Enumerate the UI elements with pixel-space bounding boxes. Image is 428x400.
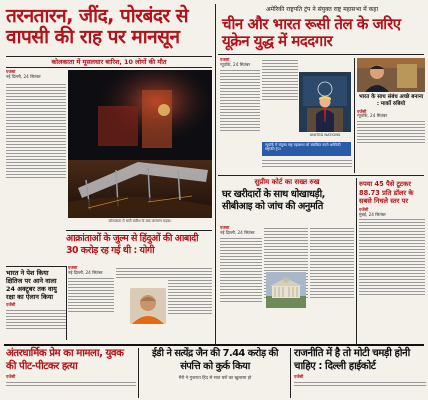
article-text [359,217,425,296]
sc-text-col3 [310,226,354,344]
article-text [6,82,66,179]
yogi-headline: आक्रांताओं के जुल्म से हिंदुओं की आबादी 30 करोड़ रह गई थी : योगी [66,233,199,256]
monsoon-photo-image [68,70,212,218]
byline: एजेंसी [6,374,16,379]
byline: एजेंसी [6,70,16,74]
rubio-photo [357,58,425,92]
byline: एजेंसी [68,266,78,270]
yogi-headline-box [66,230,212,264]
byline: एजेंसी [357,108,367,114]
sc-headline: घर खरीदारों के साथ धोखाधड़ी, सीबीआइ को जांच की अनुमति [222,189,325,212]
monsoon-photo-caption: कोलकाता में भारी बारिश के बाद जलमग्न सड़क। [108,219,172,223]
bottom-left-headline: अंतरधार्मिक प्रेम का मामला, युवक की पीट-पीटकर हत्या [6,348,124,372]
bottom-right-story [294,348,426,398]
byline-place: नई दिल्ली, 24 सितंबर [68,269,103,275]
bottom-right-headline: राजनीति में है तो मोटी चमड़ी होनी चाहिए : दिल्ली हाईकोर्ट [294,348,410,372]
article-text [357,119,425,144]
rupee-headline: रुपया 45 पैसे टूटकर 88.73 प्रति डॉलर के सबसे निचले स्तर पर [359,180,414,206]
sc-kicker: सुप्रीम कोर्ट का सख्त रुख [254,178,320,186]
supreme-court-photo [266,272,306,308]
bottom-left-story [6,348,136,398]
byline-place: न्यूयॉर्क, 24 सितंबर [357,113,388,119]
yogi-portrait [130,288,166,324]
rubio-portrait [357,58,425,92]
article-text [220,68,260,132]
article-text [220,236,262,303]
article-text [168,266,212,315]
trump-headline: चीन और भारत रूसी तेल के जरिए यूक्रेन युद्ध में मददगार [222,15,401,50]
trump-video-still [299,72,351,132]
left-text-column [6,70,66,270]
trump-text-col2 [262,58,298,138]
sc-text-col1 [220,226,262,344]
trump-text-col1 [220,58,260,173]
article-text [262,158,352,168]
article-text [294,380,426,387]
bottom-mid-headline: ईडी ने सत्येंद्र जैन की 7.44 करोड़ की संपत्ति को कुर्क किया [151,348,279,372]
byline-place: न्यूयॉर्क, 24 सितंबर [220,61,251,67]
bottom-mid-sub: मैरी ने गुजरात हिंद से सात घरों का खुलासा हो [178,376,252,381]
article-text [6,380,136,387]
article-text [262,58,298,101]
trump-text-col2b [262,158,352,174]
byline: एजेंसी [294,374,304,379]
byline-place: नई दिल्ली, 24 सितंबर [6,73,41,79]
yogi-text-col1 [68,266,114,342]
left-headline: तरनतारन, जींद, पोरबंदर से वापसी की राह पर मानसून [6,5,189,48]
brief-headline: भारत ने पेश किया क्षितिज पर आने वाला 24 अक्टूबर तक वायु रक्षा का ऐलान किया [6,269,57,301]
left-strap: कोलकाता में मूसलधार बारिश, 10 लोगों की मौत [6,56,212,68]
rubio-headline: भारत के साथ संबंध अच्छे बनाना : मार्को रुबियो [358,94,424,107]
byline-place: नई दिल्ली, 24 सितंबर [220,229,255,235]
yogi-photo [130,288,166,324]
rubio-sidebar [357,58,425,173]
article-text [310,226,354,299]
brief-byline: एजेंसी [6,302,16,307]
un-label: UNITED NATIONS [309,133,341,137]
trump-kicker: अमेरिकी राष्ट्रपति ट्रंप ने संयुक्त राष्ट्र महासभा में कहा [265,6,379,13]
article-text [116,266,168,279]
byline: एजेंसी [220,58,230,62]
yogi-text-col3 [116,266,168,286]
byline: एजेंसी [359,206,369,212]
byline-place: मुंबई, 24 सितंबर [359,211,386,217]
left-brief-block [6,266,66,326]
trump-unga-image [299,72,351,132]
rupee-column [359,180,425,344]
trump-photo-caption: न्यूयॉर्क में संयुक्त राष्ट्र महासभा को संबोधित करते अमेरिकी राष्ट्रपति ट्रंप। [262,142,351,156]
yogi-text-col2 [168,266,212,342]
byline: एजेंसी [220,226,230,230]
brief-text [6,308,66,330]
article-text [68,276,114,313]
monsoon-photo [68,70,212,218]
bottom-mid-story [142,348,288,398]
supreme-court-image [266,272,306,308]
